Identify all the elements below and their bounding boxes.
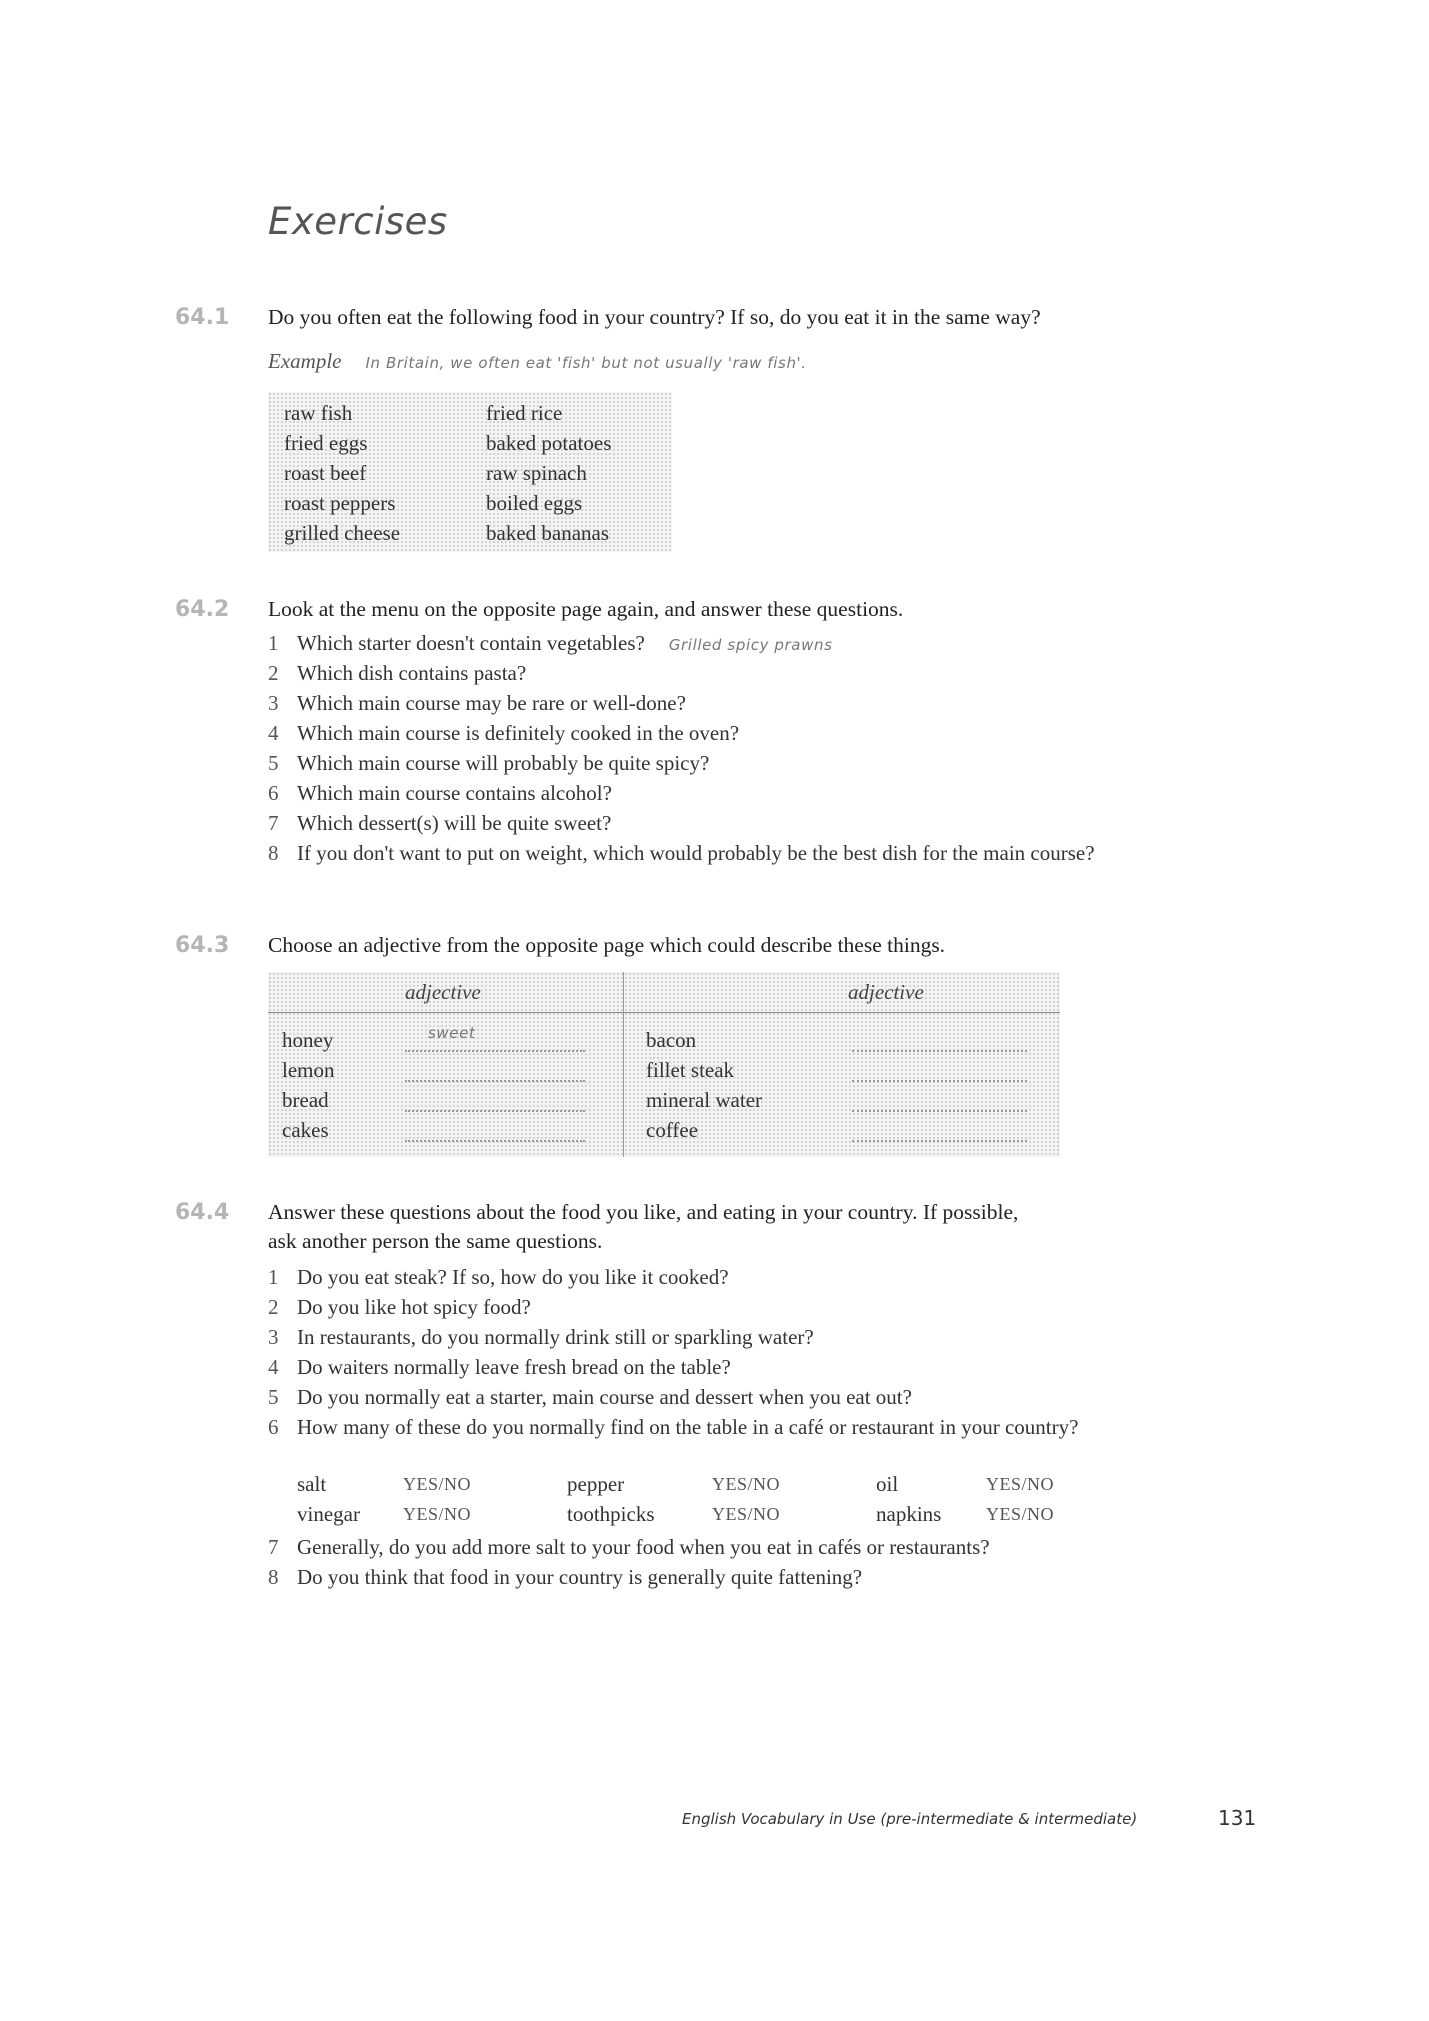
question-number: 3: [268, 691, 279, 715]
yesno-choice[interactable]: YES/NO: [403, 1504, 472, 1524]
question-text: If you don't want to put on weight, which would probably be the best dish for the main course?: [297, 841, 1095, 865]
food-item: baked potatoes: [486, 431, 612, 455]
question-number: 7: [268, 811, 279, 835]
food-item: baked bananas: [486, 521, 610, 545]
question-text: Which main course contains alcohol?: [297, 781, 612, 805]
handwritten-answer: sweet: [428, 1024, 476, 1042]
exercise-64-1-instruction: Do you often eat the following food in your country? If so, do you eat it in the same way?: [268, 305, 1041, 329]
answer-line[interactable]: [852, 1078, 1027, 1082]
yesno-item: oil: [876, 1472, 899, 1496]
exercise-64-3-instruction: Choose an adjective from the opposite page which could describe these things.: [268, 933, 946, 957]
example-handwritten-answer: In Britain, we often eat 'fish' but not usually 'raw fish'.: [365, 354, 807, 372]
adjective-header-right: adjective: [848, 980, 924, 1004]
food-list-left: [284, 398, 400, 548]
question-number: 1: [268, 1265, 279, 1289]
food-item: raw spinach: [486, 461, 587, 485]
example-label: Example: [268, 349, 342, 373]
exercise-64-1-example: [268, 349, 807, 374]
adjective-item: bread: [282, 1088, 329, 1112]
food-item: roast peppers: [284, 491, 396, 515]
yesno-item: toothpicks: [567, 1502, 655, 1526]
question-number: 8: [268, 1565, 279, 1589]
question-text: How many of these do you normally find on the table in a café or restaurant in your country?: [297, 1415, 1079, 1439]
exercise-number-64-3: 64.3: [175, 933, 230, 958]
question-number: 1: [268, 631, 279, 655]
adjective-header-left: adjective: [405, 980, 481, 1004]
answer-line[interactable]: [405, 1078, 585, 1082]
question-text: Which starter doesn't contain vegetables?: [297, 631, 645, 655]
yesno-item: napkins: [876, 1502, 942, 1526]
question-text: Which main course is definitely cooked in the oven?: [297, 721, 740, 745]
yesno-item: pepper: [567, 1472, 625, 1496]
answer-line[interactable]: [852, 1108, 1027, 1112]
footer-book-title: English Vocabulary in Use (pre-intermediate & intermediate): [682, 1810, 1138, 1828]
question-text: Do you think that food in your country is generally quite fattening?: [297, 1565, 863, 1589]
exercise-64-4-instruction: Answer these questions about the food you like, and eating in your country. If possible,: [268, 1200, 1019, 1224]
question-text: Which main course may be rare or well-done?: [297, 691, 686, 715]
food-item: roast beef: [284, 461, 367, 485]
question-text: In restaurants, do you normally drink still or sparkling water?: [297, 1325, 814, 1349]
question-text: Which dessert(s) will be quite sweet?: [297, 811, 612, 835]
answer-line[interactable]: [405, 1108, 585, 1112]
answer-line[interactable]: [405, 1048, 585, 1052]
question-text: Generally, do you add more salt to your food when you eat in cafés or restaurants?: [297, 1535, 990, 1559]
food-item: boiled eggs: [486, 491, 583, 515]
adjective-item: mineral water: [646, 1088, 763, 1112]
question-number: 6: [268, 781, 279, 805]
question-number: 2: [268, 661, 279, 685]
yesno-choice[interactable]: YES/NO: [986, 1474, 1055, 1494]
question-text: Do you like hot spicy food?: [297, 1295, 531, 1319]
handwritten-answer: Grilled spicy prawns: [668, 636, 833, 654]
adjective-item: lemon: [282, 1058, 335, 1082]
answer-line[interactable]: [852, 1048, 1027, 1052]
food-item: grilled cheese: [284, 521, 401, 545]
yesno-item: vinegar: [297, 1502, 360, 1526]
question-text: Do you normally eat a starter, main course and dessert when you eat out?: [297, 1385, 912, 1409]
yesno-choice[interactable]: YES/NO: [986, 1504, 1055, 1524]
question-text: Do you eat steak? If so, how do you like it cooked?: [297, 1265, 729, 1289]
yesno-choice[interactable]: YES/NO: [712, 1474, 781, 1494]
question-text: Which main course will probably be quite spicy?: [297, 751, 710, 775]
exercise-64-2-instruction: Look at the menu on the opposite page again, and answer these questions.: [268, 597, 904, 621]
adjective-item: cakes: [282, 1118, 329, 1142]
table-header-rule: [268, 1012, 1060, 1013]
question-number: 6: [268, 1415, 279, 1439]
adjective-item: honey: [282, 1028, 334, 1052]
question-text: Do waiters normally leave fresh bread on the table?: [297, 1355, 731, 1379]
answer-line[interactable]: [405, 1138, 585, 1142]
question-number: 5: [268, 751, 279, 775]
food-list-right: [486, 398, 611, 548]
table-column-divider: [623, 972, 624, 1157]
answer-line[interactable]: [852, 1138, 1027, 1142]
question-number: 2: [268, 1295, 279, 1319]
question-number: 4: [268, 721, 279, 745]
exercise-64-4-instruction: ask another person the same questions.: [268, 1229, 603, 1253]
question-number: 5: [268, 1385, 279, 1409]
question-number: 3: [268, 1325, 279, 1349]
food-item: fried eggs: [284, 431, 368, 455]
page-number: 131: [1218, 1806, 1257, 1830]
question-number: 7: [268, 1535, 279, 1559]
exercise-number-64-4: 64.4: [175, 1200, 230, 1225]
food-item: fried rice: [486, 401, 563, 425]
adjective-item: coffee: [646, 1118, 699, 1142]
adjective-item: fillet steak: [646, 1058, 735, 1082]
yesno-item: salt: [297, 1472, 327, 1496]
adjective-item: bacon: [646, 1028, 697, 1052]
question-number: 4: [268, 1355, 279, 1379]
exercise-number-64-2: 64.2: [175, 597, 230, 622]
yesno-choice[interactable]: YES/NO: [712, 1504, 781, 1524]
exercise-number-64-1: 64.1: [175, 305, 230, 330]
food-item: raw fish: [284, 401, 353, 425]
page-title: Exercises: [268, 200, 448, 243]
question-number: 8: [268, 841, 279, 865]
question-text: Which dish contains pasta?: [297, 661, 527, 685]
yesno-choice[interactable]: YES/NO: [403, 1474, 472, 1494]
